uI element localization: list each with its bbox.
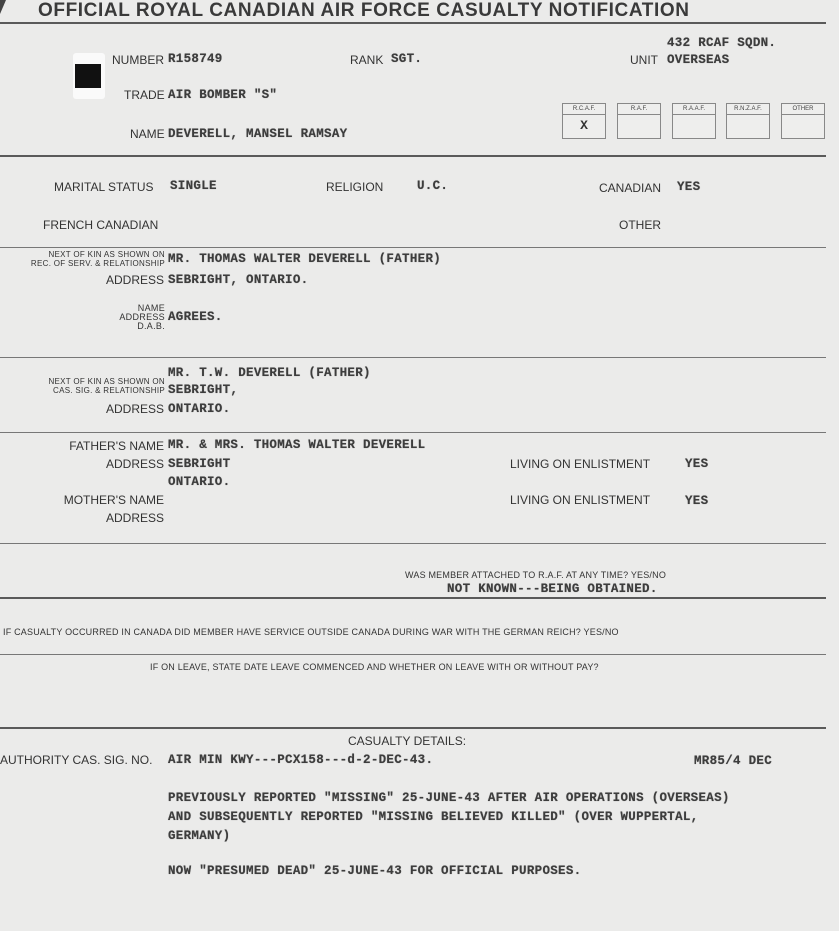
nok-service-address-value: SEBRIGHT, ONTARIO. bbox=[168, 273, 309, 287]
dab-label-name: NAME bbox=[137, 303, 165, 313]
service-outside-canada-question: IF CASUALTY OCCURRED IN CANADA DID MEMBER HAVE SERVICE OUTSIDE CANADA DURING WAR WITH THE GERMAN REICH? YES/NO bbox=[3, 627, 619, 637]
section-divider bbox=[0, 247, 826, 248]
father-name-value: MR. & MRS. THOMAS WALTER DEVERELL bbox=[168, 438, 426, 452]
dab-value: AGREES. bbox=[168, 310, 223, 324]
mother-living-label: LIVING ON ENLISTMENT bbox=[510, 493, 651, 507]
casualty-details-heading: CASUALTY DETAILS: bbox=[348, 734, 467, 748]
section-divider bbox=[0, 727, 826, 729]
service-box-raaf bbox=[672, 103, 716, 139]
authority-label: AUTHORITY CAS. SIG. NO. bbox=[0, 753, 153, 767]
nok-service-label-line2: REC. OF SERV. & RELATIONSHIP bbox=[30, 259, 165, 268]
authority-value: AIR MIN KWY---PCX158---d-2-DEC-43. bbox=[168, 753, 434, 767]
father-name-label: FATHER'S NAME bbox=[69, 439, 164, 453]
service-box-label: R.C.A.F. bbox=[563, 104, 605, 115]
casualty-line-2: AND SUBSEQUENTLY REPORTED "MISSING BELIEVED KILLED" (OVER WUPPERTAL, bbox=[168, 810, 699, 824]
father-living-label: LIVING ON ENLISTMENT bbox=[510, 457, 651, 471]
nok-service-address-label: ADDRESS bbox=[105, 273, 164, 287]
father-address-line1: SEBRIGHT bbox=[168, 457, 231, 471]
name-label: NAME bbox=[130, 127, 165, 141]
service-box-check: X bbox=[580, 118, 588, 133]
unit-value-line2: OVERSEAS bbox=[667, 53, 730, 67]
marital-status-label: MARITAL STATUS bbox=[54, 180, 154, 194]
mother-address-label: ADDRESS bbox=[105, 511, 164, 525]
presumed-dead-line: NOW "PRESUMED DEAD" 25-JUNE-43 FOR OFFICIAL PURPOSES. bbox=[168, 864, 582, 878]
service-box-other bbox=[781, 103, 825, 139]
unit-label: UNIT bbox=[630, 53, 658, 67]
nok-service-label-line1: NEXT OF KIN AS SHOWN ON bbox=[48, 250, 165, 259]
french-canadian-label: FRENCH CANADIAN bbox=[43, 218, 159, 232]
father-living-value: YES bbox=[685, 457, 709, 471]
raf-attachment-answer: NOT KNOWN---BEING OBTAINED. bbox=[447, 582, 658, 596]
section-divider bbox=[0, 654, 826, 655]
service-box-label: R.A.A.F. bbox=[673, 104, 715, 115]
casualty-line-3: GERMANY) bbox=[168, 829, 231, 843]
file-tab-marker bbox=[73, 53, 105, 99]
airman-name-value: DEVERELL, MANSEL RAMSAY bbox=[168, 127, 348, 141]
religion-label: RELIGION bbox=[326, 180, 384, 194]
canadian-label: CANADIAN bbox=[599, 181, 662, 195]
nok-cas-label-line1: NEXT OF KIN AS SHOWN ON bbox=[48, 377, 165, 386]
title-divider bbox=[0, 22, 826, 24]
document-title: OFFICIAL ROYAL CANADIAN AIR FORCE CASUALTY NOTIFICATION bbox=[38, 0, 690, 21]
service-box-label: OTHER bbox=[782, 104, 824, 115]
trade-value: AIR BOMBER "S" bbox=[168, 88, 278, 102]
nok-service-label bbox=[0, 250, 165, 268]
mother-name-label: MOTHER'S NAME bbox=[63, 493, 164, 507]
service-box-label: R.A.F. bbox=[618, 104, 660, 115]
section-divider bbox=[0, 155, 826, 157]
section-divider bbox=[0, 597, 826, 599]
religion-value: U.C. bbox=[417, 179, 449, 193]
nok-cas-value: MR. T.W. DEVERELL (FATHER) bbox=[168, 366, 371, 380]
nok-cas-label bbox=[0, 377, 165, 395]
service-box-label: R.N.Z.A.F. bbox=[727, 104, 769, 115]
page-corner-mark bbox=[0, 0, 6, 14]
marital-status-value: SINGLE bbox=[170, 179, 217, 193]
leave-question: IF ON LEAVE, STATE DATE LEAVE COMMENCED AND WHETHER ON LEAVE WITH OR WITHOUT PAY? bbox=[150, 662, 599, 672]
unit-value-line1: 432 RCAF SQDN. bbox=[667, 36, 777, 50]
service-box-raf bbox=[617, 103, 661, 139]
dab-label-dab: D.A.B. bbox=[137, 321, 165, 331]
dab-label-address: ADDRESS bbox=[119, 312, 165, 322]
nok-cas-address-label: ADDRESS bbox=[105, 402, 164, 416]
rank-value: SGT. bbox=[391, 52, 423, 66]
nok-service-value: MR. THOMAS WALTER DEVERELL (FATHER) bbox=[168, 252, 442, 266]
casualty-reference: MR85/4 DEC bbox=[694, 754, 773, 768]
nok-cas-label-line2: CAS. SIG. & RELATIONSHIP bbox=[53, 386, 165, 395]
mother-living-value: YES bbox=[685, 494, 709, 508]
nok-cas-address-line1: SEBRIGHT, bbox=[168, 383, 239, 397]
service-number-value: R158749 bbox=[168, 52, 223, 66]
trade-label: TRADE bbox=[124, 88, 165, 102]
casualty-narrative bbox=[168, 789, 730, 846]
raf-attachment-question: WAS MEMBER ATTACHED TO R.A.F. AT ANY TIME? YES/NO bbox=[405, 570, 667, 580]
canadian-value: YES bbox=[677, 180, 701, 194]
section-divider bbox=[0, 543, 826, 544]
nok-cas-address-line2: ONTARIO. bbox=[168, 402, 231, 416]
section-divider bbox=[0, 357, 826, 358]
service-box-rcaf bbox=[562, 103, 606, 139]
father-address-line2: ONTARIO. bbox=[168, 475, 231, 489]
number-label: NUMBER bbox=[112, 53, 165, 67]
rank-label: RANK bbox=[350, 53, 384, 67]
casualty-line-1: PREVIOUSLY REPORTED "MISSING" 25-JUNE-43 AFTER AIR OPERATIONS (OVERSEAS) bbox=[168, 791, 730, 805]
father-address-label: ADDRESS bbox=[105, 457, 164, 471]
section-divider bbox=[0, 432, 826, 433]
other-label: OTHER bbox=[619, 218, 661, 232]
service-box-rnzaf bbox=[726, 103, 770, 139]
dab-label bbox=[0, 304, 165, 331]
